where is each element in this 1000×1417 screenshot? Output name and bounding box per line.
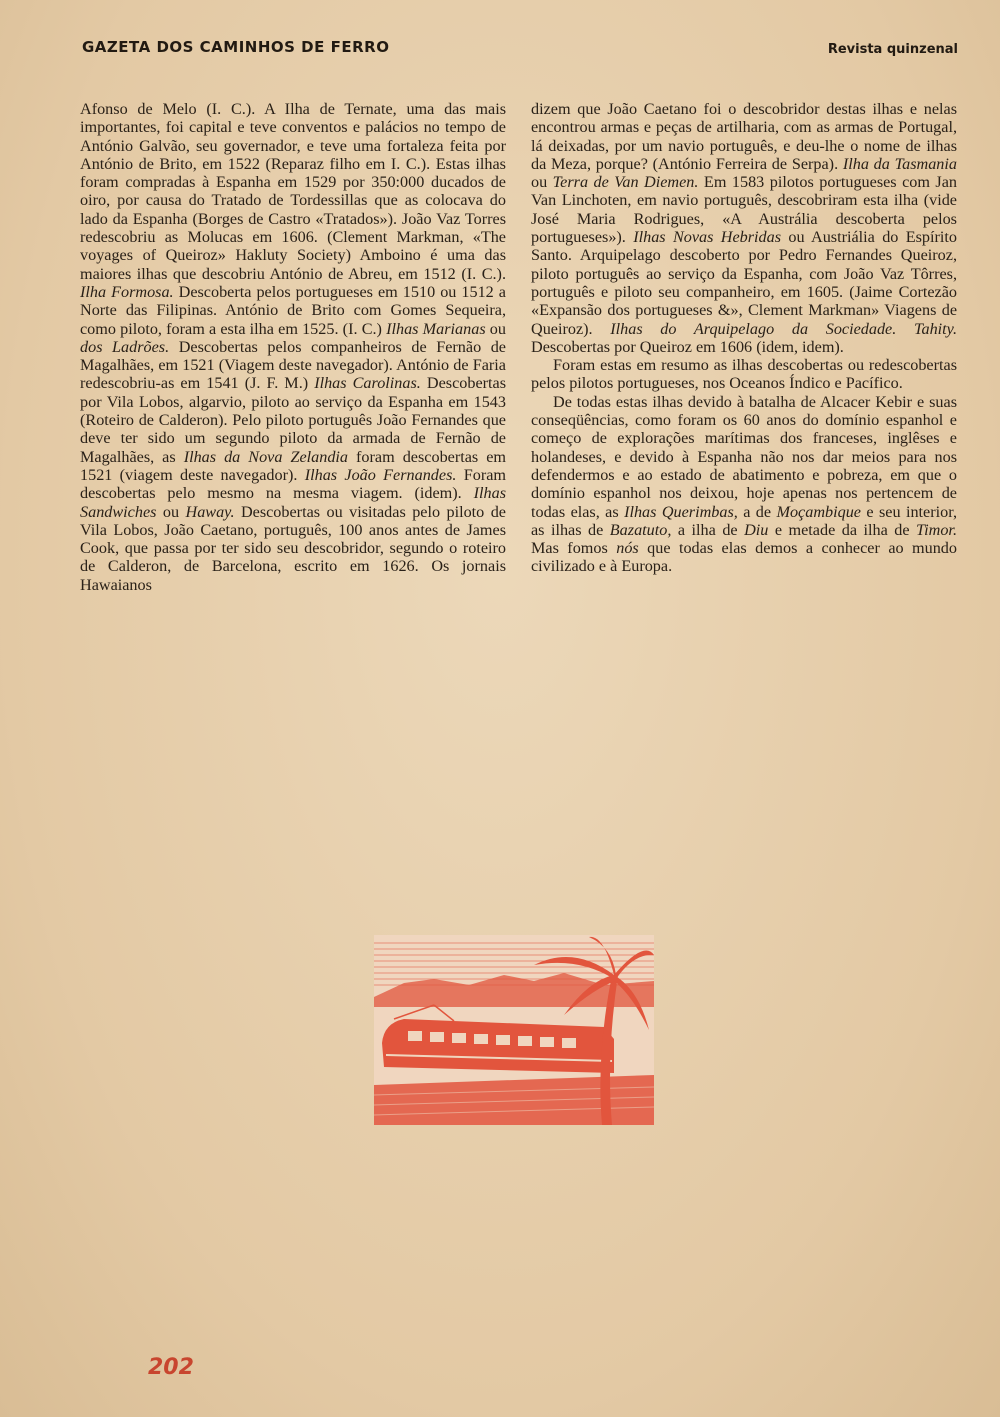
text-segment: foram descobertas em 1521 (viagem deste navegador). [80,447,507,484]
italic-text-segment: Ilhas João Fernandes. [304,465,457,484]
italic-text-segment: nós [616,539,639,558]
text-column-left [80,100,506,594]
page-number: 202 [148,1355,194,1380]
text-segment: ou [156,502,186,521]
article-paragraph [531,393,957,576]
italic-text-segment: Bazatuto, [609,520,672,539]
italic-text-segment: Moçambique [776,502,861,521]
italic-text-segment: Ilhas do Arquipelago da Sociedade. Tahity. [610,319,957,338]
article-paragraph [531,356,957,393]
text-segment: ou [531,173,553,192]
text-segment: Descobertas ou visitadas pelo piloto de Vila Lobos, João Caetano, português, 100 anos antes de James Cook, que passa por ter sido seu descobridor, segundo o roteiro de Calderon, de Barcelona, escrito em 1626. Os jornais Hawaianos [80,502,506,594]
text-segment: Descobertas por Queiroz em 1606 (idem, idem). [531,337,844,356]
article-paragraph [80,100,506,594]
text-segment: a ilha de [671,520,745,539]
italic-text-segment: Haway. [185,502,235,521]
journal-subtitle: Revista quinzenal [827,42,958,57]
article-paragraph [531,100,957,356]
italic-text-segment: Ilhas Carolinas. [314,374,421,393]
text-segment: Descobertas pelos companheiros de Fernão de Magalhães, em 1521 (Viagem deste navegador). António de Faria redescobriu-as em 1541 (J. F. M.) [80,337,506,393]
text-segment: dizem que João Caetano foi o descobridor destas ilhas e nelas encontrou armas e peças de artilharia, com as armas de Portugal, lá deixadas, por um navio português, e deu-lhe o nome de ilhas da Meza, porque? (António Ferreira de Serpa). [531,100,957,173]
italic-text-segment: Ilhas Novas Hebridas [633,228,782,247]
text-segment: ou Austriália do Espírito Santo. Arquipelago descoberto por Pedro Fernandes Queiroz, piloto português ao serviço da Espanha, com João Vaz Tôrres, português e piloto seu companheiro, em 1605. (Jaime Cortezão «Expansão dos portugueses &», Clement Markman» Viagens de Queiroz). [531,228,958,338]
text-segment: Foram descobertas pelo mesmo na mesma viagem. (idem). [80,465,506,503]
text-segment: Foram estas em resumo as ilhas descobertas ou redescobertas pelos pilotos portugueses, nos Oceanos Índico e Pacífico. [531,356,957,393]
italic-text-segment: Diu [744,520,769,539]
italic-text-segment: Ilha da Tasmania [842,154,957,173]
train-palm-illustration [374,935,654,1125]
text-segment: Mas fomos [531,539,617,558]
italic-text-segment: Ilhas Sandwiches [80,484,506,521]
text-segment: Descobertas por Vila Lobos, algarvio, piloto ao serviço da Espanha em 1543 (Roteiro de Calderon). Pelo piloto português João Fernandes que deve ter sido um segundo piloto da armada de Fernão de Magalhães, as [80,374,507,466]
text-segment: e seu interior, as ilhas de [531,502,957,539]
italic-text-segment: dos Ladrões. [80,337,170,356]
journal-title: GAZETA DOS CAMINHOS DE FERRO [82,38,390,56]
text-segment: Descoberta pelos portugueses em 1510 ou 1512 a Norte das Filipinas. António de Brito com Gomes Sequeira, como piloto, foram a esta ilha em 1525. (I. C.) [80,282,506,338]
italic-text-segment: Terra de Van Diemen. [552,173,699,192]
text-segment: a de [737,502,777,521]
text-segment: e metade da ilha de [768,520,917,539]
text-column-right [531,100,957,576]
italic-text-segment: Ilhas Querimbas, [624,502,738,521]
text-segment: Afonso de Melo (I. C.). A Ilha de Ternate, uma das mais importantes, foi capital e teve conventos e palácios no tempo de António Galvão, seu governador, e teve uma fortaleza feita por António de Brito, em 1522 (Reparaz filho em I. C.). Estas ilhas foram compradas à Espanha em 1529 por 350:000 ducados de oiro, por causa do Tratado de Tordessillas que as colocava do lado da Espanha (Borges de Castro «Tratados»). João Vaz Torres redescobriu as Molucas em 1606. (Clement Markman, «The voyages of Queiroz» Hakluty Society) Amboino é uma das maiores ilhas que descobriu António de Abreu, em 1512 (I. C.). [80,100,506,283]
text-segment: De todas estas ilhas devido à batalha de Alcacer Kebir e suas conseqüências, como foram os 60 anos do domínio espanhol e começo de explorações marítimas dos franceses, inglêses e holandeses, e devido à Espanha não nos dar meios para nos defendermos e ao estado de abatimento e pobreza, em que o domínio espanhol nos deixou, hoje apenas nos pertencem de todas elas, as [531,392,957,521]
text-segment: ou [485,319,506,338]
text-segment: que todas elas demos a conhecer ao mundo civilizado e à Europa. [531,539,957,576]
italic-text-segment: Ilha Formosa. [80,282,174,301]
italic-text-segment: Timor. [916,520,957,539]
text-segment: Em 1583 pilotos portugueses com Jan Van Linchoten, em navio português, descobriram esta ilha (vide José Maria Rodrigues, «A Austrália descoberta pelos portugueses»). [531,173,958,247]
italic-text-segment: Ilhas da Nova Zelandia [183,447,349,466]
italic-text-segment: Ilhas Marianas [386,319,486,338]
